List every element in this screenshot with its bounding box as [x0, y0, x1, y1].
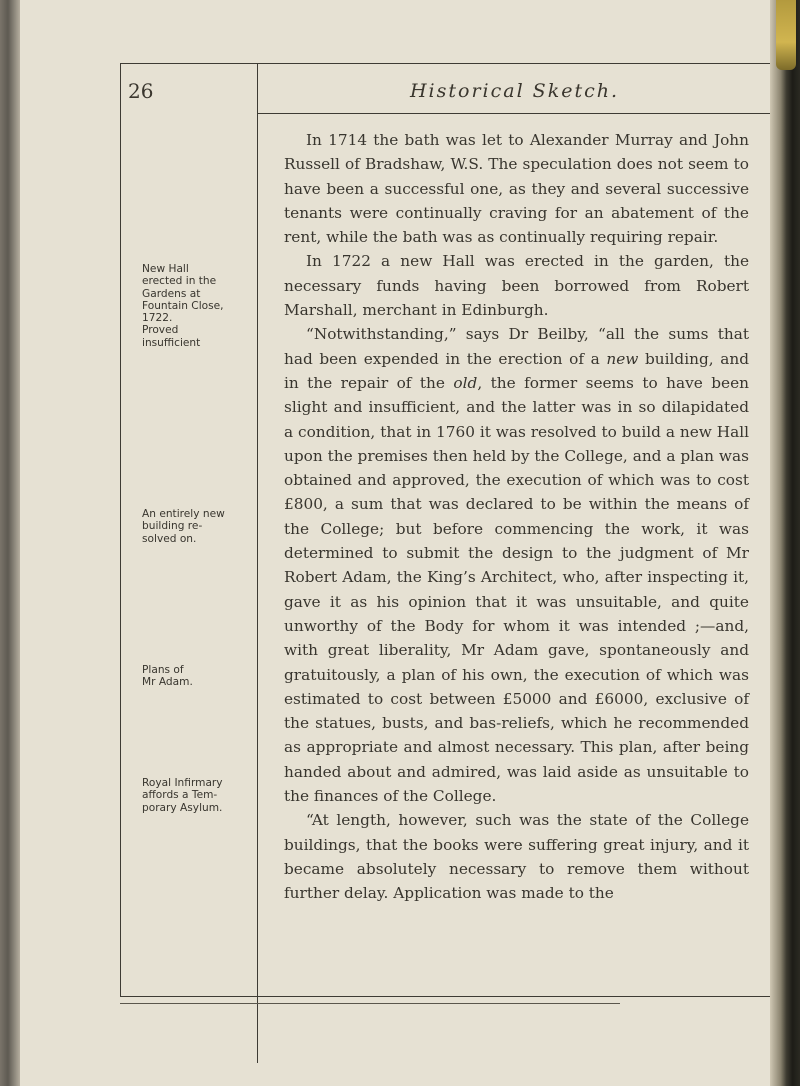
margin-divider — [257, 63, 258, 1063]
header-rule — [257, 113, 772, 114]
margin-note-new-hall: New Hall erected in the Gardens at Fountain Close, 1722. Proved insufficient — [142, 263, 224, 349]
paragraph-3: “Notwithstanding,” says Dr Beilby, “all the sums that had been expended in the erection of a new building, and in the repair of the old, the former seems to have been slight and insufficient, and the latter was in so dilapidated a condition, that in 1760 it was resolved to build a new Hall upon the premises then held by the College, and a plan was obtained and approved, the execution of which was to cost £800, a sum that was declared to be within the means of the College; but before commencing the work, it was determined to submit the design to the judgment of Mr Robert Adam, the King’s Architect, who, after inspecting it, gave it as his opinion that it was unsuitable, and quite unworthy of the Body for whom it was intended ;—and, with great liberality, Mr Adam gave, spontaneously and gratuitously, a plan of his own, the execution of which was estimated to cost between £5000 and £6000, exclusive of the statues, busts, and bas-reliefs, which he recommended as appropriate and almost necessary. This plan, after being handed about and admired, was laid aside as unsuitable to the finances of the College. — [284, 325, 749, 806]
margin-note-new-building: An entirely new building re- solved on. — [142, 508, 225, 545]
margin-note-plans-adam: Plans of Mr Adam. — [142, 664, 193, 689]
paragraph-4: “At length, however, such was the state of the College buildings, that the books were suffering great injury, and it became absolutely necessary to remove them without further delay. Application was made to the — [284, 811, 749, 903]
page-number: 26 — [128, 79, 154, 103]
footer-rule — [120, 1003, 620, 1004]
running-title: Historical Sketch. — [409, 80, 620, 102]
margin-note-royal-infirmary: Royal Infirmary affords a Tem- porary Asylum. — [142, 777, 223, 814]
body-text — [284, 128, 749, 906]
paragraph-2: In 1722 a new Hall was erected in the garden, the necessary funds having been borrowed from Robert Marshall, merchant in Edinburgh. — [284, 252, 749, 320]
scan-left-edge — [0, 0, 20, 1086]
scan-right-edge — [770, 0, 800, 1086]
paragraph-1: In 1714 the bath was let to Alexander Murray and John Russell of Bradshaw, W.S. The speculation does not seem to have been a successful one, as they and several successive tenants were continually craving for an abatement of the rent, while the bath was as continually requiring repair. — [284, 131, 749, 247]
book-page — [20, 0, 772, 1086]
gilt-edge-mark — [776, 0, 796, 70]
